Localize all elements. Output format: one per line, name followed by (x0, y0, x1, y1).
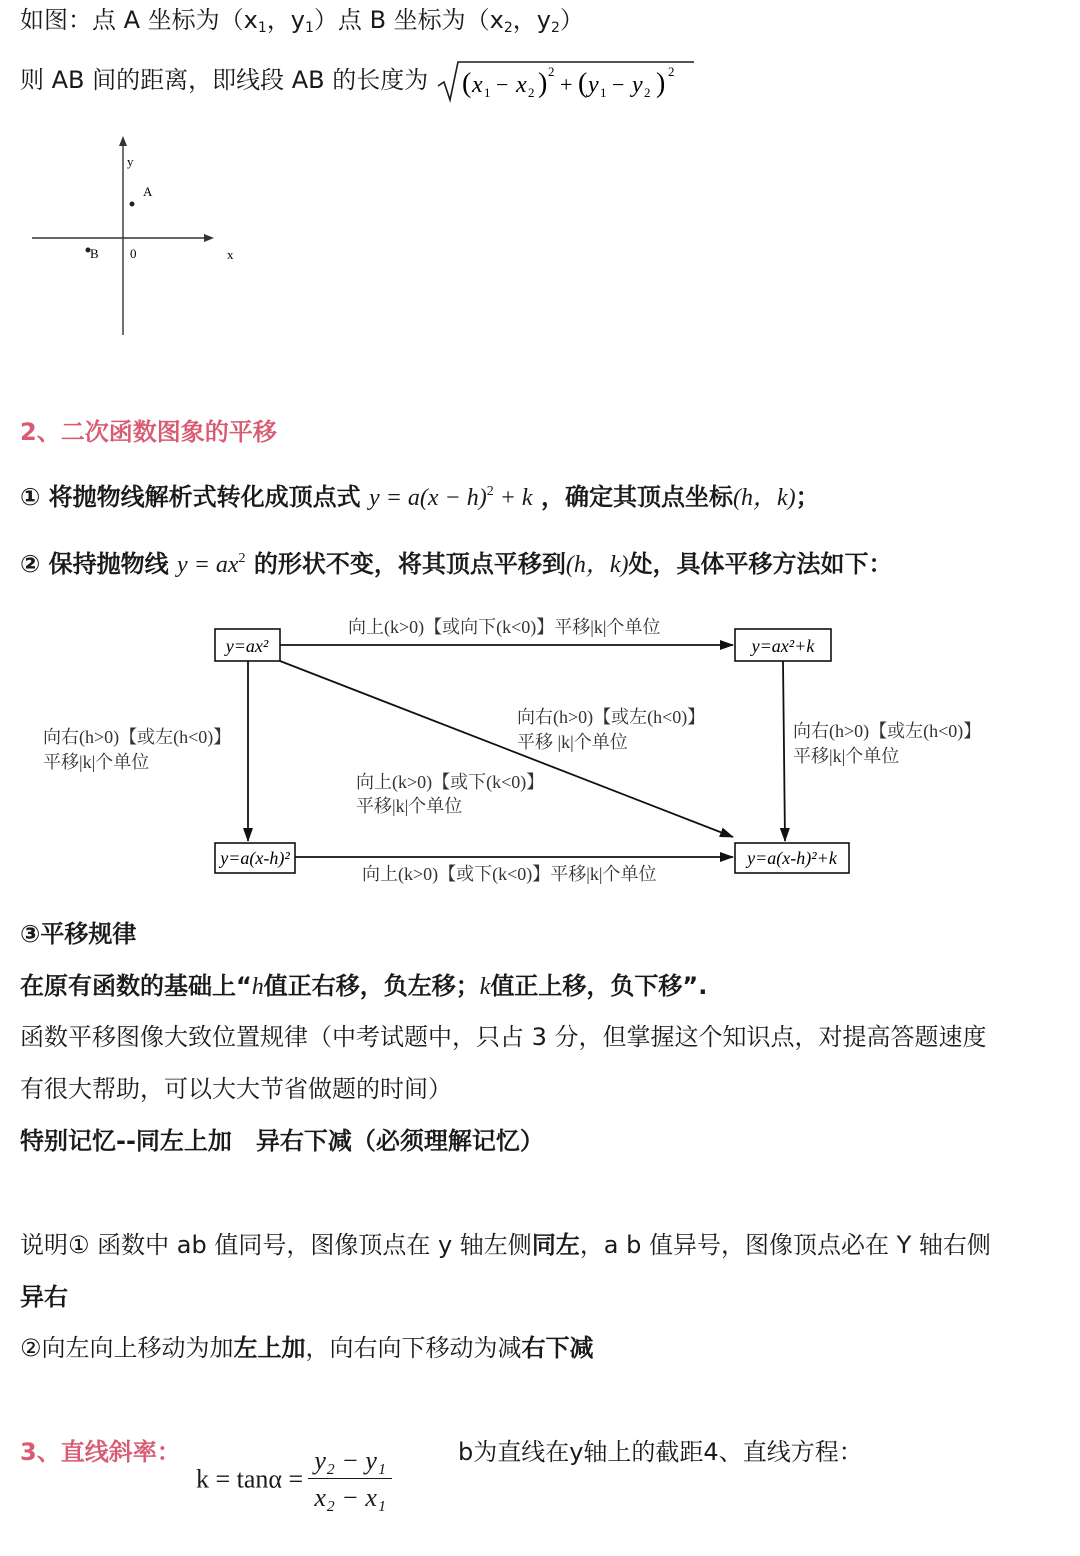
paren: ) (655, 68, 666, 99)
text: 则 AB 间的距离，即线段 AB 的长度为 (20, 66, 429, 94)
diagonal-label-2b: 平移|k|个单位 (356, 796, 463, 816)
sub2: 2 (643, 85, 651, 100)
paren: ) (537, 68, 548, 99)
top-arrow-label: 向上(k>0)【或向下(k<0)】平移|k|个单位 (348, 617, 661, 637)
box-bottom-right-label: y=a(x-h)²+k (747, 848, 837, 868)
plus: + (559, 72, 573, 97)
diagonal-label-1a: 向右(h>0)【或左(h<0)】 (517, 707, 706, 727)
sub: 1 (257, 20, 267, 36)
minus: − (611, 72, 625, 97)
rule-title: ③平移规律 (20, 920, 137, 948)
rule-statement (20, 970, 707, 1003)
right-arrow-label-2: 平移|k|个单位 (793, 746, 900, 766)
x-arrow (204, 234, 214, 242)
text: 如图：点 A 坐标为（x (20, 6, 258, 34)
sub: 1 (305, 20, 314, 36)
text: ； (795, 483, 820, 511)
text: ） (559, 6, 584, 34)
k-var: k (479, 974, 491, 1000)
note-1-cont: 异右 (20, 1283, 68, 1311)
paragraph-1: 函数平移图像大致位置规律（中考试题中，只占 3 分，但掌握这个知识点，对提高答题速度 (20, 1023, 987, 1051)
text: 右下减 (521, 1334, 594, 1362)
text: ）点 B 坐标为（x (313, 6, 504, 34)
text: 处，具体平移方法如下： (628, 550, 893, 578)
distance-formula-line (20, 58, 696, 104)
left-arrow-label-1: 向右(h>0)【或左(h<0)】 (43, 727, 232, 747)
x-label: x (227, 247, 234, 262)
sub: 2 (503, 20, 513, 36)
x1: x (471, 72, 483, 98)
text: 的形状不变，将其顶点平移到 (253, 550, 566, 578)
bottom-arrow-label: 向上(k>0)【或下(k<0)】平移|k|个单位 (362, 864, 657, 884)
x2: x (515, 72, 527, 98)
text: 左上加 (233, 1334, 306, 1362)
text: 同左 (531, 1231, 580, 1259)
parabola-base: $y = ax^2$ (177, 551, 246, 578)
text: ，向右向下移动为减 (305, 1334, 522, 1362)
y-arrow (119, 136, 127, 146)
vertex-coord: (h，k) (565, 552, 629, 578)
point-a (130, 202, 135, 207)
translation-diagram (0, 600, 1080, 900)
point-a-label: A (143, 184, 153, 199)
sq: 2 (547, 64, 555, 79)
step-1 (20, 476, 820, 514)
text: ，y (512, 6, 551, 34)
line-equation-text: b为直线在y轴上的截距4、直线方程： (458, 1438, 863, 1466)
y1: y (587, 72, 599, 98)
denominator: x₂ − x₁ (314, 1483, 387, 1512)
box-top-right-label: y=ax²+k (751, 636, 815, 656)
note-1 (20, 1229, 991, 1261)
coordinate-plot (20, 130, 260, 340)
sub2: 2 (527, 85, 535, 100)
note-2 (20, 1332, 594, 1364)
origin-label: 0 (130, 246, 137, 261)
y-label: y (127, 154, 134, 169)
slope-lhs: k = tanα = (196, 1464, 304, 1494)
arrow-diagonal (280, 661, 733, 837)
text: ② 保持抛物线 (20, 550, 169, 578)
y2: y (631, 72, 643, 98)
sub1: 1 (483, 85, 491, 100)
text: ②向左向上移动为加 (20, 1334, 234, 1362)
arrow-right (783, 661, 785, 841)
diagonal-label-1b: 平移 |k|个单位 (517, 732, 628, 752)
distance-formula (436, 58, 696, 104)
minus: − (495, 72, 509, 97)
paren: ( (461, 68, 472, 99)
step-2 (20, 543, 893, 581)
text: 值正上移，负下移”. (490, 972, 708, 1000)
text: 在原有函数的基础上“ (20, 972, 252, 1000)
text: ，a b 值异号，图像顶点必在 Y 轴右侧 (579, 1231, 991, 1259)
paren: ( (577, 68, 588, 99)
memo-line: 特别记忆--同左上加 异右下减（必须理解记忆） (20, 1127, 544, 1155)
h-var: h (251, 974, 264, 1000)
paragraph-2: 有很大帮助，可以大大节省做题的时间） (20, 1075, 452, 1103)
section-3-title: 3、直线斜率： (20, 1438, 181, 1466)
point-b-label: B (90, 246, 99, 261)
slope-formula (196, 1446, 392, 1513)
text: ，确定其顶点坐标 (540, 483, 733, 511)
sub: 2 (551, 20, 560, 36)
text: ，y (266, 6, 306, 34)
diagonal-label-2a: 向上(k>0)【或下(k<0)】 (356, 772, 545, 792)
slope-fraction (308, 1446, 392, 1513)
text: 值正右移，负左移； (263, 972, 480, 1000)
point-coordinates-line (20, 4, 584, 44)
vertex-coord: (h，k) (732, 485, 796, 511)
section-2-title: 2、二次函数图象的平移 (20, 418, 277, 446)
text: 说明① 函数中 ab 值同号，图像顶点在 y 轴左侧 (20, 1231, 532, 1259)
text: ① 将抛物线解析式转化成顶点式 (20, 483, 361, 511)
sub1: 1 (599, 85, 607, 100)
box-top-left-label: y=ax² (225, 636, 269, 656)
numerator: y₂ − y₁ (308, 1446, 392, 1479)
right-arrow-label-1: 向右(h>0)【或左(h<0)】 (793, 721, 982, 741)
vertex-form: $y = a(x - h)^2 + k$ (369, 484, 533, 511)
sq: 2 (667, 64, 675, 79)
box-bottom-left-label: y=a(x-h)² (220, 848, 290, 868)
left-arrow-label-2: 平移|k|个单位 (43, 752, 150, 772)
